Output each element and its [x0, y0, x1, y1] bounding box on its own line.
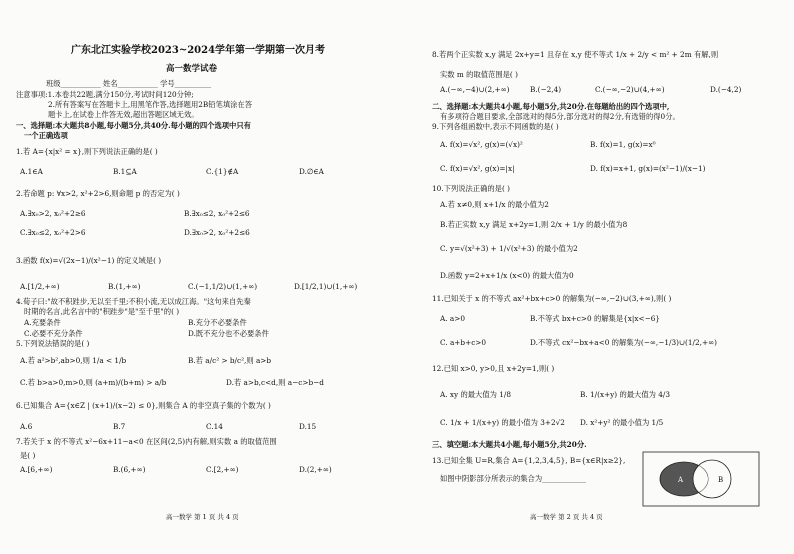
q10-option-d: D.函数 y=2+x+1/x (x<0) 的最大值为0 — [440, 271, 574, 280]
q11-stem: 11.已知关于 x 的不等式 ax²+bx+c>0 的解集为(−∞,−2)∪(3,+∞),则( ) — [432, 294, 672, 303]
q12-option-a: A. xy 的最大值为 1/8 — [440, 390, 512, 399]
exam-title: 广东北江实验学校2023~2024学年第一学期第一次月考 — [71, 45, 326, 56]
q11-option-b: B.不等式 bx+c>0 的解集是{x|x<−6} — [530, 314, 660, 323]
exam-subtitle: 高一数学试卷 — [166, 64, 218, 74]
q12-option-b: B. 1/(x+y) 的最大值为 4/3 — [580, 390, 671, 399]
q7-option-a: A.[6,+∞) — [20, 465, 53, 474]
footer-left: 高一数学 第 1 页 共 4 页 — [166, 513, 239, 521]
q1-option-d: D.∅∈A — [299, 167, 324, 176]
q10-option-a: A.若 x≠0,则 x+1/x 的最小值为2 — [440, 200, 549, 209]
q11-option-a: A. a>0 — [440, 314, 466, 323]
student-info: 班级___________ 姓名___________ 学号__________ — [46, 79, 212, 88]
q12-option-c: C. 1/x + 1/(x+y) 的最小值为 3+2√2 — [440, 418, 565, 427]
footer-right: 高一数学 第 2 页 共 4 页 — [530, 513, 603, 521]
q2-option-c: C.∃x₀≤2, x₀²+2>6 — [20, 228, 86, 237]
q7-option-d: D.(2,+∞) — [299, 465, 332, 474]
q6-option-b: B.7 — [113, 422, 126, 431]
q3-option-d: D.[1/2,1)∪(1,+∞) — [294, 282, 358, 291]
section1-heading: 一、选择题:本大题共8小题,每小题5分,共40分.每小题的四个选项中只有 — [16, 121, 251, 130]
q11-option-c: C. a+b+c>0 — [440, 338, 487, 347]
q8-option-c: C.(−∞,−2)∪(4,+∞) — [595, 85, 665, 94]
q4-option-d: D.既不充分也不必要条件 — [188, 329, 269, 338]
q3-option-b: B.(1,+∞) — [108, 282, 141, 291]
q7-option-c: C.[2,+∞) — [206, 465, 239, 474]
q13-stem: 13.已知全集 U=R,集合 A={1,2,3,4,5}, B={x∈R|x≥2}, — [432, 456, 626, 465]
q8-option-a: A.(−∞,−4)∪(2,+∞) — [440, 85, 510, 94]
q7-line-2: 是( ) — [20, 451, 36, 460]
q10-option-b: B.若正实数 x,y 满足 x+2y=1,则 2/x + 1/y 的最小值为8 — [440, 220, 628, 229]
q12-stem: 12.已知 x>0, y>0,且 x+2y=1,则( ) — [432, 364, 555, 373]
q5-option-d: D.若 a>b,c<d,则 a−c>b−d — [226, 378, 324, 387]
notice-line-3: 题卡上,在试卷上作答无效,超出答题区域无效。 — [48, 110, 199, 119]
section1-heading-2: 一个正确选项 — [24, 131, 68, 140]
q9-stem: 9.下列各组函数中,表示不同函数的是( ) — [432, 122, 559, 131]
q4-option-b: B.充分不必要条件 — [188, 318, 247, 327]
q2-stem: 2.若命题 p: ∀x>2, x²+2>6,则命题 p 的否定为( ) — [16, 189, 180, 198]
section2-heading: 二、选择题:本大题共4小题,每小题5分,共20分.在每题给出的四个选项中, — [432, 102, 670, 111]
q1-option-b: B.1⊆A — [113, 167, 137, 176]
q12-option-d: D. x²+y² 的最小值为 1/5 — [580, 418, 664, 427]
q6-stem: 6.已知集合 A={x∈Z | (x+1)/(x−2) ≤ 0},则集合 A 的非空真子集的个数为( ) — [16, 401, 271, 410]
left-column — [16, 0, 396, 554]
q10-stem: 10.下列说法正确的是( ) — [432, 184, 510, 193]
venn-label-b: B — [718, 476, 724, 484]
q5-option-c: C.若 b>a>0,m>0,则 (a+m)/(b+m) > a/b — [20, 378, 167, 387]
q3-stem: 3.函数 f(x)=√(2x−1)/(x²−1) 的定义域是( ) — [16, 256, 162, 265]
q4-line-2: 时期的名言,此名言中的"积跬步"是"至千里"的( ) — [24, 307, 180, 316]
q2-option-b: B.∃x₀≤2, x₀²+2≤6 — [184, 209, 250, 218]
q5-stem: 5.下列说法错误的是( ) — [16, 339, 90, 348]
q4-line-1: 4.荀子曰:"故不积跬步,无以至千里;不积小流,无以成江海。"这句来自先秦 — [16, 297, 251, 306]
q10-option-c: C. y=√(x²+3) + 1/√(x²+3) 的最小值为2 — [440, 244, 578, 253]
section3-heading: 三、填空题:本大题共4小题,每小题5分,共20分. — [432, 440, 587, 449]
q6-option-c: C.14 — [206, 422, 223, 431]
q13-line-2: 如图中阴影部分所表示的集合为____________ — [440, 474, 586, 483]
q8-line-1: 8.若两个正实数 x,y 满足 2x+y=1 且存在 x,y 使不等式 1/x + 2/y < m² + 2m 有解,则 — [432, 50, 719, 59]
q6-option-d: D.15 — [299, 422, 317, 431]
q9-option-c: C. f(x)=√x², g(x)=|x| — [440, 164, 515, 173]
q8-option-b: B.(−2,4) — [530, 85, 562, 94]
q9-option-a: A. f(x)=√x², g(x)=(√x)² — [440, 140, 523, 149]
q7-line-1: 7.若关于 x 的不等式 x²−6x+11−a<0 在区间(2,5)内有解,则实数 a 的取值范围 — [16, 437, 277, 446]
notice-line-1: 注意事项:1.本卷共22题,满分150分,考试时间120分钟; — [16, 90, 194, 99]
q3-option-a: A.[1/2,+∞) — [20, 282, 60, 291]
venn-diagram — [642, 451, 760, 507]
q7-option-b: B.(6,+∞) — [113, 465, 146, 474]
q2-option-a: A.∃x₀>2, x₀²+2≥6 — [20, 209, 86, 218]
q6-option-a: A.6 — [20, 422, 33, 431]
right-column — [400, 0, 780, 554]
q9-option-b: B. f(x)=1, g(x)=x⁰ — [590, 140, 656, 149]
q5-option-a: A.若 a²>b²,ab>0,则 1/a < 1/b — [20, 356, 127, 365]
section2-line-2: 有多项符合题目要求,全部选对的得5分,部分选对的得2分,有选错的得0分。 — [440, 112, 680, 121]
q1-option-a: A.1∈A — [20, 167, 43, 176]
q1-stem: 1.若 A={x|x² = x},则下列说法正确的是( ) — [16, 147, 158, 156]
q9-option-d: D. f(x)=x+1, g(x)=(x²−1)/(x−1) — [590, 164, 706, 173]
venn-label-a: A — [678, 476, 684, 484]
q1-option-c: C.{1}∉A — [206, 167, 239, 176]
q4-option-a: A.充要条件 — [24, 318, 61, 327]
q2-option-d: D.∃x₀>2, x₀²+2≤6 — [184, 228, 250, 237]
q4-option-c: C.必要不充分条件 — [24, 329, 83, 338]
q8-line-2: 实数 m 的取值范围是( ) — [440, 70, 518, 79]
q11-option-d: D.不等式 cx²−bx+a<0 的解集为(−∞,−1/3)∪(1/2,+∞) — [530, 338, 717, 347]
notice-line-2: 2.所有答案写在答题卡上,用黑笔作答,选择题用2B铅笔填涂在答 — [48, 100, 253, 109]
q5-option-b: B.若 a/c² > b/c²,则 a>b — [188, 356, 272, 365]
q3-option-c: C.(−1,1/2)∪(1,+∞) — [188, 282, 258, 291]
q8-option-d: D.(−4,2) — [710, 85, 742, 94]
